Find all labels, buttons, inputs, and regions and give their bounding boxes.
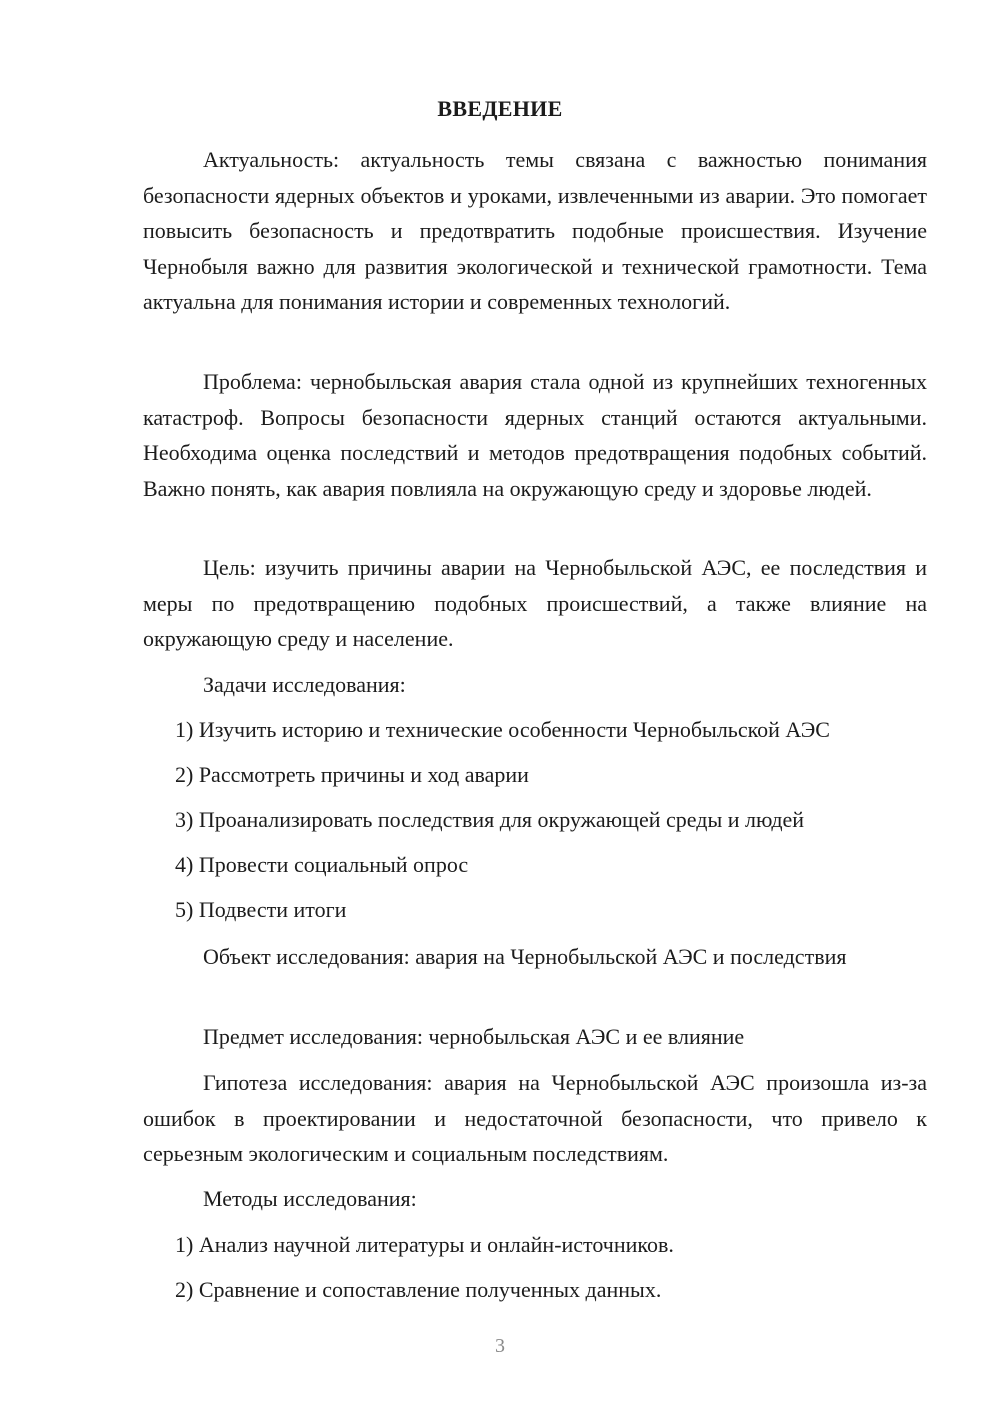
task-item: 3) Проанализировать последствия для окружающей среды и людей xyxy=(175,807,805,832)
task-item: 5) Подвести итоги xyxy=(175,897,347,922)
paragraph-goal: Цель: изучить причины аварии на Чернобыльской АЭС, ее последствия и меры по предотвращению подобных происшествий, а также влияние на окружающую среду и население. xyxy=(143,555,927,651)
task-item: 1) Изучить историю и технические особенности Чернобыльской АЭС xyxy=(175,717,830,742)
paragraph-hypothesis: Гипотеза исследования: авария на Чернобыльской АЭС произошла из-за ошибок в проектировании и недостаточной безопасности, что привело к серьезным экологическим и социальным последствиям. xyxy=(143,1070,927,1166)
methods-heading: Методы исследования: xyxy=(203,1186,417,1211)
task-item: 2) Рассмотреть причины и ход аварии xyxy=(175,762,529,787)
paragraph-relevance: Актуальность: актуальность темы связана с важностью понимания безопасности ядерных объектов и уроками, извлеченными из аварии. Это помогает повысить безопасность и предотвратить подобные происшествия. Изучение Чернобыля важно для развития экологической и технической грамотности. Тема актуальна для понимания истории и современных технологий. xyxy=(143,147,927,314)
page-title: ВВЕДЕНИЕ xyxy=(437,96,563,121)
paragraph-subject: Предмет исследования: чернобыльская АЭС и ее влияние xyxy=(203,1024,745,1049)
method-item: 2) Сравнение и сопоставление полученных данных. xyxy=(175,1277,662,1302)
tasks-heading: Задачи исследования: xyxy=(203,672,406,697)
task-item: 4) Провести социальный опрос xyxy=(175,852,469,877)
paragraph-object: Объект исследования: авария на Чернобыльской АЭС и последствия xyxy=(203,944,847,969)
method-item: 1) Анализ научной литературы и онлайн-источников. xyxy=(175,1232,674,1257)
paragraph-problem: Проблема: чернобыльская авария стала одной из крупнейших техногенных катастроф. Вопросы безопасности ядерных станций остаются актуальными. Необходима оценка последствий и методов предотвращения подобных событий. Важно понять, как авария повлияла на окружающую среду и здоровье людей. xyxy=(143,369,927,501)
page-number: 3 xyxy=(495,1335,505,1357)
